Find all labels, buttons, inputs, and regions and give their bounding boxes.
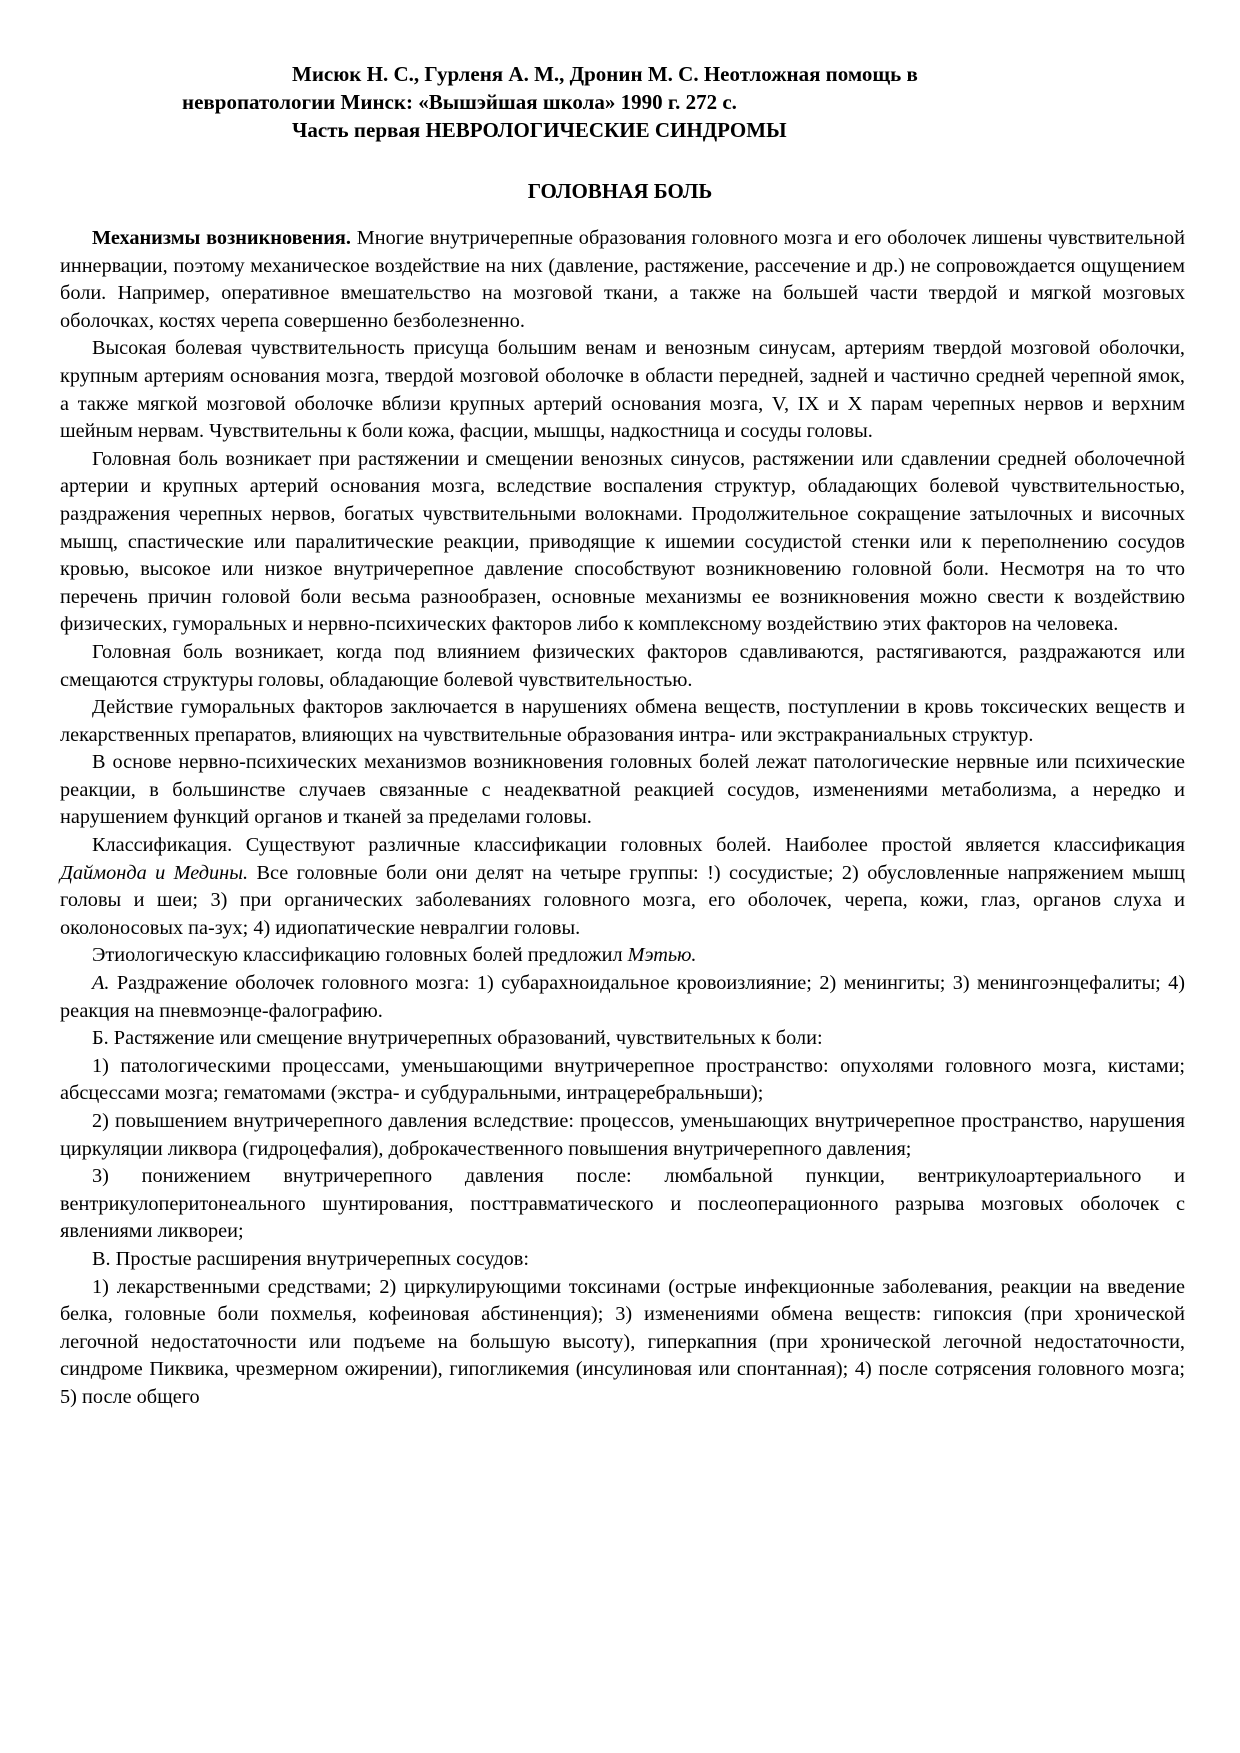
paragraph: Головная боль возникает при растяжении и смещении венозных синусов, растяжении или сдавлении средней оболочечной артерии и крупных артерий основания мозга, вследствие воспаления структур, обладающих болевой чувствительностью, раздражения черепных нервов, богатых чувствительными волокнами. Продолжительное сокращение затылочных и височных мышц, спастические или паралитические реакции, приводящие к ишемии сосудистой стенки или к переполнению сосудов кровью, высокое или низкое внутричерепное давление способствуют возникновению головной боли. Несмотря на то что перечень причин головой боли весьма разнообразен, основные механизмы ее возникновения можно свести к воздействию физических, гуморальных и нервно-психических факторов либо к комплексному воздействию этих факторов на человека. [60, 447, 1185, 636]
body-text [60, 225, 1185, 1412]
header-line-3: Часть первая НЕВРОЛОГИЧЕСКИЕ СИНДРОМЫ [292, 118, 787, 142]
header-line-2: невропатологии Минск: «Вышэйшая школа» 1990 г. 272 с. [182, 90, 737, 114]
italic-authors: Даймонда и Медины. [60, 861, 249, 884]
paragraph: Головная боль возникает, когда под влиянием физических факторов сдавливаются, растягиваются, раздражаются или смещаются структуры головы, обладающие болевой чувствительностью. [60, 640, 1185, 691]
paragraph-text: Все головные боли они делят на четыре группы: !) сосудистые; 2) обусловленные напряжением мышц головы и шеи; 3) при органических заболеваниях головного мозга, его оболочек, черепа, кожи, глаз, органов слуха и околоносовых па-зух; 4) идиопатические невралгии головы. [60, 861, 1185, 939]
paragraph-mechanisms [60, 225, 1185, 335]
italic-author: Мэтью. [627, 944, 697, 967]
paragraph: Высокая болевая чувствительность присуща большим венам и венозным синусам, артериям твердой мозговой оболочки, крупным артериям основания мозга, твердой мозговой оболочке в области передней, задней и частично средней черепной ямок, а также мягкой мозговой оболочке вблизи крупных артерий основания мозга, V, IX и X парам черепных нервов и верхним шейным нервам. Чувствительны к боли кожа, фасции, мышцы, надкостница и сосуды головы. [60, 337, 1185, 443]
paragraph-lead: Механизмы возникновения. [92, 227, 351, 249]
paragraph-text: Классификация. Существуют различные классификации головных болей. Наиболее простой является классификация [92, 834, 1185, 857]
paragraph-list-item: 2) повышением внутричерепного давления вследствие: процессов, уменьшающих внутричерепное пространство, нарушения циркуляции ликвора (гидроцефалия), доброкачественного повышения внутричерепного давления; [60, 1110, 1185, 1160]
paragraph-text: Многие внутричерепные образования головного мозга и его оболочек лишены чувствительной иннервации, поэтому механическое воздействие на них (давление, растяжение, рассечение и др.) не сопровождается ощущением боли. Например, оперативное вмешательство на мозговой ткани, а также на большей части твердой и мягкой мозговых оболочках, костях черепа совершенно безболезненно. [60, 227, 1186, 332]
paragraph: Действие гуморальных факторов заключается в нарушениях обмена веществ, поступлении в кровь токсических веществ и лекарственных препаратов, влияющих на чувствительные образования интра- или экстракраниальных структур. [60, 696, 1185, 746]
italic-letter: А. [92, 972, 110, 995]
paragraph-text: Раздражение оболочек головного мозга: 1) субарахноидальное кровоизлияние; 2) менингиты; 3) менингоэнцефалиты; 4) реакция на пневмоэнце-фалографию. [60, 972, 1185, 1022]
paragraph-list-a [60, 970, 1185, 1025]
paragraph-list-item: 1) патологическими процессами, уменьшающими внутричерепное пространство: опухолями головного мозга, кистами; абсцессами мозга; гематомами (экстра- и субдуральными, интрацеребральньши); [60, 1054, 1185, 1105]
paragraph-list-item: 1) лекарственными средствами; 2) циркулирующими токсинами (острые инфекционные заболевания, реакции на введение белка, головные боли похмелья, кофеиновая абстиненция); 3) изменениями обмена веществ: гипоксия (при хронической легочной недостаточности или подъеме на большую высоту), гиперкапния (при хронической легочной недостаточности, синдроме Пиквика, чрезмерном ожирении), гипогликемия (инсулиновая или спонтанная); 4) после сотрясения головного мозга; 5) после общего [60, 1275, 1185, 1408]
bibliographic-header [182, 60, 1082, 144]
paragraph-classification [60, 832, 1185, 942]
paragraph-text: Этиологическую классификацию головных болей предложил [92, 944, 628, 967]
paragraph-list-item: 3) понижением внутричерепного давления после: люмбальной пункции, вентрикулоартериального и вентрикулоперитонеального шунтирования, посттравматического и послеоперационного разрыва мозговых оболочек с явлениями ликвореи; [60, 1165, 1185, 1243]
section-title: ГОЛОВНАЯ БОЛЬ [527, 179, 713, 203]
paragraph: В основе нервно-психических механизмов возникновения головных болей лежат патологические нервные или психические реакции, в большинстве случаев связанные с неадекватной реакцией сосудов, изменениями метаболизма, а нередко и нарушением функций органов и тканей за пределами головы. [60, 751, 1185, 829]
paragraph-list-b: Б. Растяжение или смещение внутричерепных образований, чувствительных к боли: [92, 1027, 823, 1050]
paragraph-etiology [60, 942, 1185, 970]
paragraph-list-v: В. Простые расширения внутричерепных сосудов: [92, 1247, 530, 1270]
header-line-1: Мисюк Н. С., Гурленя А. М., Дронин М. С. Неотложная помощь в [292, 62, 918, 86]
